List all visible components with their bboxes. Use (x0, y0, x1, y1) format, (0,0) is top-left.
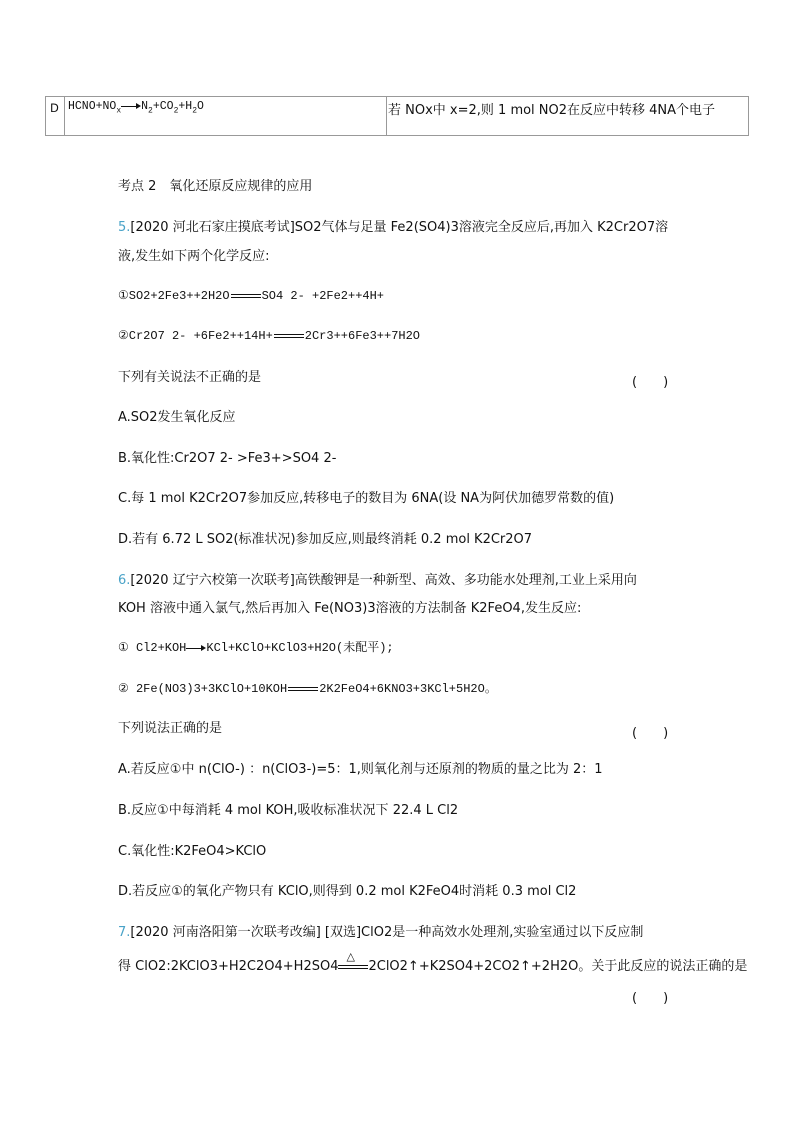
row-label: D (50, 101, 59, 115)
answer-table-row (45, 96, 749, 136)
q6-option-b[interactable]: B.反应①中每消耗 4 mol KOH,吸收标准状况下 22.4 L Cl2 (118, 803, 459, 818)
q7-intro-line1: 7.[2020 河南洛阳第一次联考改编] [双选]ClO2是一种高效水处理剂,实验室通过以下反应制 (118, 925, 644, 940)
equals-sign (274, 334, 304, 338)
heat-equals-sign: △ (338, 965, 368, 969)
q5-option-a[interactable]: A.SO2发生氧化反应 (118, 410, 236, 425)
row-note: 若 NOx中 x=2,则 1 mol NO2在反应中转移 4NA个电子 (388, 103, 716, 118)
q5-option-d[interactable]: D.若有 6.72 L SO2(标准状况)参加反应,则最终消耗 0.2 mol K2Cr2O7 (118, 532, 533, 547)
row-label-cell (46, 97, 65, 135)
q6-reaction2: ② 2Fe(NO3)3+3KClO+10KOH 2K2FeO4+6KNO3+3KCl+5H2O。 (118, 682, 497, 696)
q6-intro-line2: KOH 溶液中通入氯气,然后再加入 Fe(NO3)3溶液的方法制备 K2FeO4,发生反应: (118, 601, 582, 616)
q5-intro-line1: 5.[2020 河北石家庄摸底考试]SO2气体与足量 Fe2(SO4)3溶液完全反应后,再加入 K2Cr2O7溶 (118, 220, 669, 235)
equation-cell (64, 97, 387, 135)
q6-option-d[interactable]: D.若反应①的氧化产物只有 KClO,则得到 0.2 mol K2FeO4时消耗 0.3 mol Cl2 (118, 884, 577, 899)
q7-line2: 得 ClO2:2KClO3+H2C2O4+H2SO4 △ 2ClO2↑+K2SO4+2CO2↑+2H2O。关于此反应的说法正确的是 (118, 949, 748, 974)
equation: $HCNO+NO_x$ $N_2+CO_2+H_2O$ (68, 100, 204, 116)
q5-stem: 下列有关说法不正确的是 (118, 370, 262, 385)
q5-option-c[interactable]: C.每 1 mol K2Cr2O7参加反应,转移电子的数目为 6NA(设 NA为阿伏加德罗常数的值) (118, 491, 615, 506)
equals-sign (288, 687, 318, 691)
q5-option-b[interactable]: B.氧化性:Cr2O7 2- >Fe3+>SO4 2- (118, 451, 337, 466)
q6-intro-line1: 6.[2020 辽宁六校第一次联考]高铁酸钾是一种新型、高效、多功能水处理剂,工业上采用向 (118, 573, 637, 588)
q6-option-c[interactable]: C.氧化性:K2FeO4>KClO (118, 844, 267, 859)
q7-answer-blank: ( ) (632, 991, 669, 1006)
q5-intro-line2: 液,发生如下两个化学反应: (118, 249, 270, 264)
q6-number: 6. (118, 573, 131, 588)
q6-stem: 下列说法正确的是 (118, 721, 223, 736)
q6-option-a[interactable]: A.若反应①中 n(ClO-) ：n(ClO3-)=5：1,则氧化剂与还原剂的物质的量之比为 2：1 (118, 762, 603, 777)
equals-sign (231, 294, 261, 298)
q5-reaction2: ②Cr2O7 2- +6Fe2++14H+ 2Cr3++6Fe3++7H2O (118, 329, 420, 343)
q6-reaction1: ① Cl2+KOH KCl+KClO+KClO3+H2O(未配平); (118, 641, 394, 655)
q5-reaction1: ①SO2+2Fe3++2H2O SO4 2- +2Fe2++4H+ (118, 289, 384, 303)
q6-answer-blank: ( ) (632, 726, 669, 741)
section-title: 考点 2 氧化还原反应规律的应用 (118, 179, 313, 194)
q7-number: 7. (118, 925, 131, 940)
q5-number: 5. (118, 220, 131, 235)
q5-answer-blank: ( ) (632, 375, 669, 390)
